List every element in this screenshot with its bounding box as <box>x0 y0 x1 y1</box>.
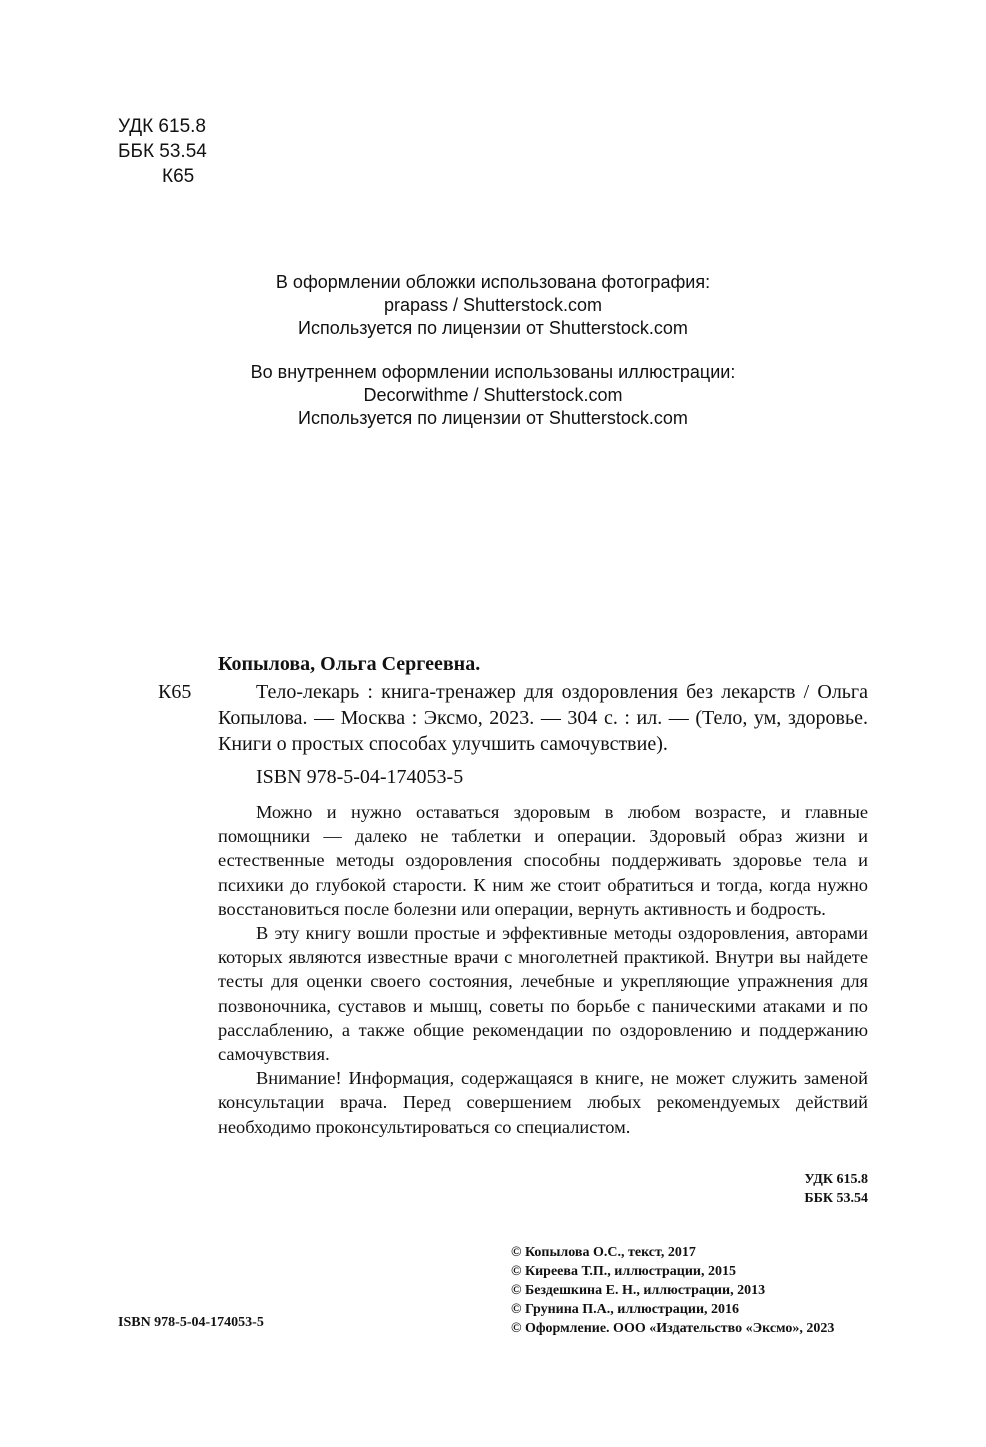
footer-isbn: ISBN 978-5-04-174053-5 <box>118 1315 264 1330</box>
credit-line: prapass / Shutterstock.com <box>383 295 603 315</box>
cover-photo-credit <box>118 271 868 340</box>
copyright-line: © Грунина П.А., иллюстрации, 2016 <box>511 1302 740 1317</box>
copyright-notices <box>511 1243 834 1338</box>
cutter-code: К65 <box>162 166 195 187</box>
copyright-line: © Бездешкина Е. Н., иллюстрации, 2013 <box>511 1283 766 1298</box>
annotation-paragraph: В эту книгу вошли простые и эффективные методы оздоровления, авторами которых являются известные врачи с многолетней практикой. Внутри вы найдете тесты для оценки своего состояния, лечебные и укрепляющие упражнения для позвоночника, суставов и мышц, советы по борьбе с паническими атаками и по расслаблению, а также общие рекомендации по оздоровлению и поддержанию самочувствия. <box>218 923 868 1065</box>
credit-line: В оформлении обложки использована фотография: <box>275 272 711 292</box>
credit-line: Используется по лицензии от Shutterstock.com <box>298 318 688 338</box>
credit-line: Decorwithme / Shutterstock.com <box>363 385 623 405</box>
classification-codes <box>118 114 207 189</box>
copyright-line: © Копылова О.С., текст, 2017 <box>511 1245 696 1260</box>
bibliographic-description: Тело-лекарь : книга-тренажер для оздоровления без лекарств / Ольга Копылова. — Москва : Эксмо, 2023. — 304 с. : ил. — (Тело, ум, здоровье. Книги о простых способах улучшить самочувствие). <box>218 681 868 755</box>
footer-classification-codes <box>804 1170 868 1208</box>
record-cutter-code: К65 <box>158 681 192 703</box>
footer-bbk-code: ББК 53.54 <box>804 1191 868 1206</box>
copyright-line: © Киреева Т.П., иллюстрации, 2015 <box>511 1264 736 1279</box>
credit-line: Используется по лицензии от Shutterstock.com <box>298 408 688 428</box>
annotation <box>218 800 868 1139</box>
credit-line: Во внутреннем оформлении использованы иллюстрации: <box>250 362 736 382</box>
annotation-paragraph: Можно и нужно оставаться здоровым в любом возрасте, и главные помощники — далеко не таблетки и операции. Здоровый образ жизни и естественные методы оздоровления способны поддерживать здоровье тела и психики до глубокой старости. К ним же стоит обратиться и тогда, когда нужно восстановиться после болезни или операции, вернуть активность и бодрость. <box>218 802 868 919</box>
isbn: ISBN 978-5-04-174053-5 <box>256 766 464 788</box>
annotation-paragraph: Внимание! Информация, содержащаяся в книге, не может служить заменой консультации врача. Перед совершением любых рекомендуемых действий необходимо проконсультироваться со специалистом. <box>218 1068 868 1137</box>
interior-illustration-credit <box>118 361 868 430</box>
author-heading: Копылова, Ольга Сергеевна. <box>218 653 481 675</box>
udk-code: УДК 615.8 <box>118 116 206 137</box>
copyright-line: © Оформление. ООО «Издательство «Эксмо», 2023 <box>511 1321 835 1336</box>
bbk-code: ББК 53.54 <box>118 141 207 162</box>
footer-udk-code: УДК 615.8 <box>804 1172 868 1187</box>
